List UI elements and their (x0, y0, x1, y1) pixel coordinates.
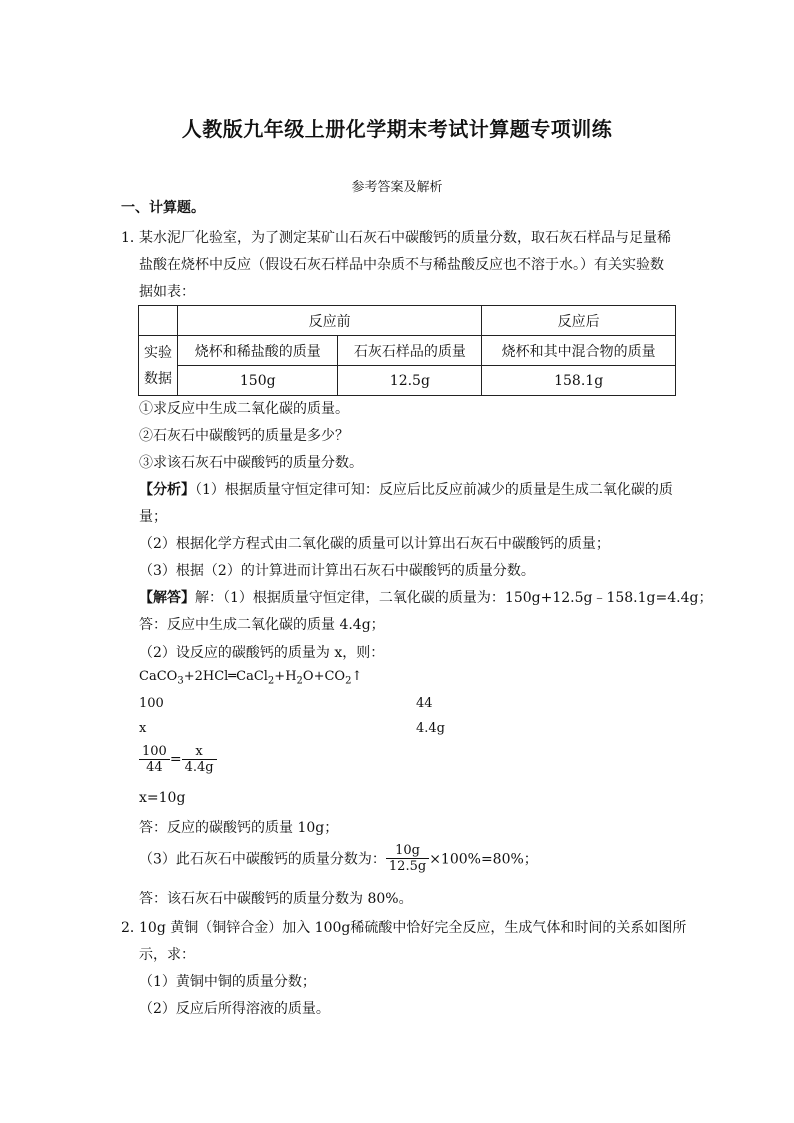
table-cell: 158.1g (482, 366, 676, 396)
answer-line: x=10g (139, 790, 186, 806)
question-stem: 示，求： (139, 947, 195, 963)
mass-unknown-right: 4.4g (416, 721, 445, 736)
analysis-line: 量； (139, 509, 167, 525)
mass-ratio-left: 100 (139, 696, 164, 711)
answer-line: 答：反应中生成二氧化碳的质量 4.4g； (139, 617, 385, 633)
question-stem: 盐酸在烧杯中反应（假设石灰石样品中杂质不与稀盐酸反应也不溶于水。）有关实验数 (139, 257, 664, 273)
chemical-equation: $CaCO_3+2HCl═CaCl_2+H_2O+CO_2↑$ (139, 669, 363, 687)
question-stem: 10g 黄铜（铜锌合金）加入 100g稀硫酸中恰好完全反应，生成气体和时间的关系如图所 (139, 920, 687, 936)
analysis-line: （3）根据（2）的计算进而计算出石灰石中碳酸钙的质量分数。 (139, 563, 535, 579)
sub-question: （2）反应后所得溶液的质量。 (139, 1001, 330, 1017)
table-cell: 150g (178, 366, 338, 396)
section-heading: 一、计算题。 (121, 200, 205, 216)
table-header-before: 反应前 (178, 306, 482, 336)
answer-line: （3）此石灰石中碳酸钙的质量分数为： $\frac{10g}{12.5g}$ ×100%=80%； (139, 843, 538, 874)
fraction: $\frac{100}{44}$ (139, 744, 170, 775)
analysis-line: 【分析】（1）根据质量守恒定律可知：反应后比反应前减少的质量是生成二氧化碳的质 (139, 482, 673, 498)
question-stem: 据如表： (139, 284, 195, 300)
fraction: $\frac{10g}{12.5g}$ (386, 843, 429, 874)
table-header-after: 反应后 (482, 306, 676, 336)
analysis-line: （2）根据化学方程式由二氧化碳的质量可以计算出石灰石中碳酸钙的质量； (139, 536, 610, 552)
table-row-label: 实验 数据 (139, 336, 178, 396)
fraction: $\frac{x}{4.4g}$ (182, 744, 217, 775)
answer-line: 答：该石灰石中碳酸钙的质量分数为 80%。 (139, 891, 413, 907)
page-title: 人教版九年级上册化学期末考试计算题专项训练 (181, 117, 613, 141)
table-cell: 烧杯和其中混合物的质量 (482, 336, 676, 366)
answer-line: （2）设反应的碳酸钙的质量为 x，则： (139, 645, 385, 661)
mass-unknown-left: x (139, 721, 147, 736)
mass-ratio-right: 44 (416, 696, 433, 711)
page-subtitle: 参考答案及解析 (351, 180, 443, 195)
question-number: 1． (121, 230, 144, 246)
experiment-table (138, 305, 676, 396)
question-number: 2． (121, 920, 144, 936)
table-cell: 12.5g (338, 366, 482, 396)
sub-question: ①求反应中生成二氧化碳的质量。 (139, 401, 349, 417)
question-stem: 某水泥厂化验室，为了测定某矿山石灰石中碳酸钙的质量分数，取石灰石样品与足量稀 (139, 230, 671, 246)
sub-question: （1）黄铜中铜的质量分数； (139, 974, 316, 990)
proportion-equation: $\frac{100}{44}$ = $\frac{x}{4.4g}$ (139, 744, 217, 775)
answer-tag: 【解答】 (139, 590, 195, 606)
sub-question: ③求该石灰石中碳酸钙的质量分数。 (139, 455, 363, 471)
sub-question: ②石灰石中碳酸钙的质量是多少？ (139, 428, 349, 444)
analysis-tag: 【分析】 (139, 482, 195, 498)
answer-line: 【解答】解：（1）根据质量守恒定律，二氧化碳的质量为：150g+12.5g﹣158.1g=4.4g； (139, 590, 713, 606)
table-cell: 烧杯和稀盐酸的质量 (178, 336, 338, 366)
table-cell: 石灰石样品的质量 (338, 336, 482, 366)
answer-line: 答：反应的碳酸钙的质量 10g； (139, 820, 339, 836)
